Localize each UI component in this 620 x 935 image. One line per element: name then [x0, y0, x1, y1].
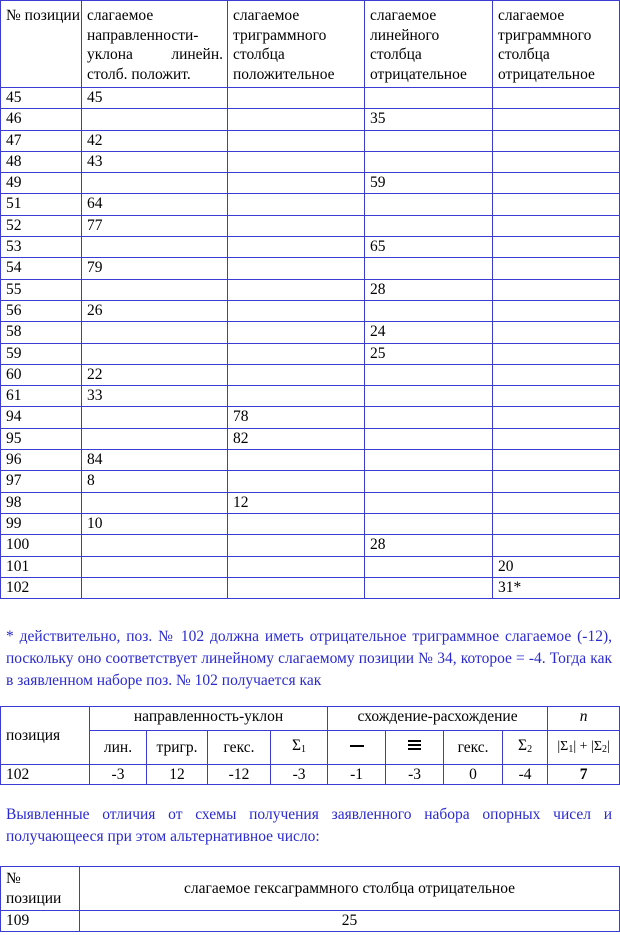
table-row [1, 194, 620, 215]
cell-trigram-negative [493, 88, 620, 109]
cell-trigram-negative [493, 343, 620, 364]
cell-position: 97 [1, 471, 82, 492]
cell-direction-positive: 79 [82, 258, 228, 279]
cell-trigram-negative [493, 386, 620, 407]
differences-note: Выявленные отличия от схемы получения заявленного набора опорных чисел и получающееся при этом альтернативное число: [6, 806, 612, 845]
cell-trigram-positive [228, 109, 365, 130]
header-position: № позиции [1, 1, 82, 88]
cell-trigram-negative [493, 492, 620, 513]
cell-linear-negative [365, 407, 493, 428]
cell-direction-positive [82, 173, 228, 194]
cell-trigram-positive [228, 577, 365, 598]
table-row [1, 237, 620, 258]
table-row [1, 109, 620, 130]
calc-header-convergence: схождение-расхождение [328, 707, 548, 731]
calc-row-n: 7 [548, 765, 620, 785]
cell-direction-positive [82, 577, 228, 598]
cell-trigram-positive [228, 322, 365, 343]
alt-row-value: 25 [80, 911, 620, 932]
calc-sub-lin: лин. [90, 731, 147, 765]
cell-direction-positive: 42 [82, 130, 228, 151]
cell-linear-negative [365, 300, 493, 321]
calc-sub-n-formula: $|\Sigma_1| + |\Sigma_2|$ [548, 731, 620, 765]
calc-sub-trigram [386, 731, 444, 765]
cell-position: 52 [1, 215, 82, 236]
cell-linear-negative [365, 386, 493, 407]
calc-header-position: позиция [1, 707, 90, 765]
cell-linear-negative: 24 [365, 322, 493, 343]
calc-row-sigma1: -3 [271, 765, 328, 785]
cell-position: 98 [1, 492, 82, 513]
positions-table-header [1, 1, 620, 88]
cell-linear-negative [365, 513, 493, 534]
calc-sub-hex: гекс. [208, 731, 271, 765]
cell-trigram-negative: 31* [493, 577, 620, 598]
yang-line-icon [350, 745, 364, 747]
header-trigram-negative: слагаемое триграммного столбца отрицательное [493, 1, 620, 88]
header-linear-negative: слагаемое линейного столбца отрицательное [365, 1, 493, 88]
table-row [1, 151, 620, 172]
cell-position: 100 [1, 535, 82, 556]
cell-position: 45 [1, 88, 82, 109]
cell-trigram-positive [228, 513, 365, 534]
table-row [1, 130, 620, 151]
cell-direction-positive: 22 [82, 364, 228, 385]
cell-linear-negative: 28 [365, 279, 493, 300]
calc-row-sigma2: -4 [503, 765, 548, 785]
cell-linear-negative: 28 [365, 535, 493, 556]
cell-linear-negative [365, 556, 493, 577]
cell-position: 99 [1, 513, 82, 534]
cell-linear-negative [365, 88, 493, 109]
cell-position: 58 [1, 322, 82, 343]
cell-position: 101 [1, 556, 82, 577]
cell-trigram-negative [493, 151, 620, 172]
cell-linear-negative [365, 364, 493, 385]
cell-position: 51 [1, 194, 82, 215]
calculation-table [0, 706, 620, 785]
calc-sub-sigma2 [503, 731, 548, 765]
table-row [1, 88, 620, 109]
cell-trigram-positive [228, 88, 365, 109]
cell-trigram-positive [228, 364, 365, 385]
table-row [1, 343, 620, 364]
cell-linear-negative: 59 [365, 173, 493, 194]
cell-trigram-positive [228, 279, 365, 300]
cell-position: 61 [1, 386, 82, 407]
calc-row-position: 102 [1, 765, 90, 785]
cell-direction-positive: 26 [82, 300, 228, 321]
cell-trigram-negative [493, 215, 620, 236]
cell-position: 48 [1, 151, 82, 172]
cell-trigram-negative [493, 428, 620, 449]
cell-linear-negative [365, 258, 493, 279]
cell-linear-negative [365, 492, 493, 513]
cell-direction-positive [82, 322, 228, 343]
cell-position: 102 [1, 577, 82, 598]
cell-trigram-negative [493, 364, 620, 385]
cell-trigram-positive [228, 450, 365, 471]
cell-trigram-positive: 12 [228, 492, 365, 513]
cell-trigram-positive [228, 535, 365, 556]
table-row [1, 513, 620, 534]
cell-direction-positive [82, 556, 228, 577]
cell-trigram-positive [228, 471, 365, 492]
table-row [1, 577, 620, 598]
alt-header-hex-negative: слагаемое гексаграммного столбца отрицательное [80, 867, 620, 911]
cell-position: 47 [1, 130, 82, 151]
cell-trigram-negative [493, 322, 620, 343]
table-row [1, 471, 620, 492]
cell-trigram-positive [228, 258, 365, 279]
sigma-symbol: Σ [292, 737, 302, 754]
calc-row-hex2: 0 [444, 765, 503, 785]
calc-row-hex: -12 [208, 765, 271, 785]
cell-position: 49 [1, 173, 82, 194]
cell-trigram-positive [228, 215, 365, 236]
cell-trigram-positive [228, 194, 365, 215]
cell-trigram-negative [493, 450, 620, 471]
cell-position: 54 [1, 258, 82, 279]
cell-direction-positive [82, 279, 228, 300]
sigma1-subscript: 1 [301, 744, 307, 755]
cell-trigram-negative [493, 513, 620, 534]
cell-direction-positive: 77 [82, 215, 228, 236]
cell-direction-positive: 8 [82, 471, 228, 492]
cell-trigram-positive [228, 300, 365, 321]
calc-row-trigr: 12 [147, 765, 208, 785]
cell-linear-negative [365, 130, 493, 151]
cell-direction-positive [82, 109, 228, 130]
alt-row-position: 109 [1, 911, 80, 932]
cell-trigram-negative: 20 [493, 556, 620, 577]
cell-trigram-positive [228, 151, 365, 172]
cell-trigram-negative [493, 279, 620, 300]
calc-row-lin: -3 [90, 765, 147, 785]
cell-linear-negative [365, 471, 493, 492]
header-trigram-positive: слагаемое триграммного столбца положительное [228, 1, 365, 88]
cell-position: 96 [1, 450, 82, 471]
cell-trigram-positive: 82 [228, 428, 365, 449]
calc-sub-hex2: гекс. [444, 731, 503, 765]
cell-trigram-positive [228, 237, 365, 258]
cell-direction-positive: 10 [82, 513, 228, 534]
cell-direction-positive [82, 492, 228, 513]
cell-trigram-positive [228, 556, 365, 577]
table-row [1, 258, 620, 279]
cell-position: 53 [1, 237, 82, 258]
table-row [1, 556, 620, 577]
cell-linear-negative [365, 151, 493, 172]
cell-linear-negative [365, 194, 493, 215]
cell-linear-negative [365, 577, 493, 598]
sigma-symbol: Σ [518, 737, 528, 754]
cell-trigram-negative [493, 300, 620, 321]
table-row [1, 322, 620, 343]
cell-trigram-negative [493, 407, 620, 428]
table-row [1, 173, 620, 194]
calc-row-trigram: -3 [386, 765, 444, 785]
cell-direction-positive: 33 [82, 386, 228, 407]
cell-trigram-negative [493, 109, 620, 130]
cell-direction-positive [82, 407, 228, 428]
cell-direction-positive: 43 [82, 151, 228, 172]
cell-position: 94 [1, 407, 82, 428]
cell-position: 56 [1, 300, 82, 321]
cell-trigram-negative [493, 471, 620, 492]
table-row [1, 300, 620, 321]
alternative-table [0, 866, 620, 932]
table-row [1, 492, 620, 513]
calc-header-n: n [548, 707, 620, 731]
cell-linear-negative [365, 428, 493, 449]
cell-trigram-positive [228, 386, 365, 407]
table-row [1, 279, 620, 300]
cell-position: 60 [1, 364, 82, 385]
cell-linear-negative: 65 [365, 237, 493, 258]
cell-trigram-positive [228, 130, 365, 151]
cell-trigram-negative [493, 194, 620, 215]
cell-trigram-positive [228, 173, 365, 194]
calc-header-direction: направленность-уклон [90, 707, 328, 731]
cell-trigram-negative [493, 130, 620, 151]
trigram-icon [408, 740, 421, 750]
cell-direction-positive [82, 343, 228, 364]
cell-position: 59 [1, 343, 82, 364]
cell-trigram-positive [228, 343, 365, 364]
cell-direction-positive: 64 [82, 194, 228, 215]
cell-direction-positive [82, 237, 228, 258]
calc-sub-sigma1 [271, 731, 328, 765]
table-row [1, 407, 620, 428]
alt-header-position: № позиции [1, 867, 80, 911]
calc-row-yang: -1 [328, 765, 386, 785]
table-row [1, 386, 620, 407]
header-direction-positive: слагаемое направленности-уклона линейн. столб. положит. [82, 1, 228, 88]
footnote-102: * действительно, поз. № 102 должна иметь отрицательное триграммное слагаемое (-12), поскольку оно соответствует линейному слагаемому позиции № 34, которое = -4. Тогда как в заявленном наборе поз. № 102 получается как [6, 628, 612, 689]
cell-linear-negative: 35 [365, 109, 493, 130]
cell-position: 95 [1, 428, 82, 449]
sigma2-subscript: 2 [527, 744, 533, 755]
table-row [1, 535, 620, 556]
cell-trigram-negative [493, 535, 620, 556]
cell-direction-positive [82, 535, 228, 556]
cell-trigram-positive: 78 [228, 407, 365, 428]
cell-direction-positive: 45 [82, 88, 228, 109]
cell-trigram-negative [493, 258, 620, 279]
cell-position: 46 [1, 109, 82, 130]
cell-direction-positive: 84 [82, 450, 228, 471]
cell-trigram-negative [493, 237, 620, 258]
table-row [1, 450, 620, 471]
table-row [1, 428, 620, 449]
table-row [1, 364, 620, 385]
cell-trigram-negative [493, 173, 620, 194]
cell-linear-negative: 25 [365, 343, 493, 364]
calc-sub-trigr: тригр. [147, 731, 208, 765]
cell-direction-positive [82, 428, 228, 449]
cell-linear-negative [365, 450, 493, 471]
cell-position: 55 [1, 279, 82, 300]
table-row [1, 215, 620, 236]
cell-linear-negative [365, 215, 493, 236]
calc-sub-yang-line [328, 731, 386, 765]
